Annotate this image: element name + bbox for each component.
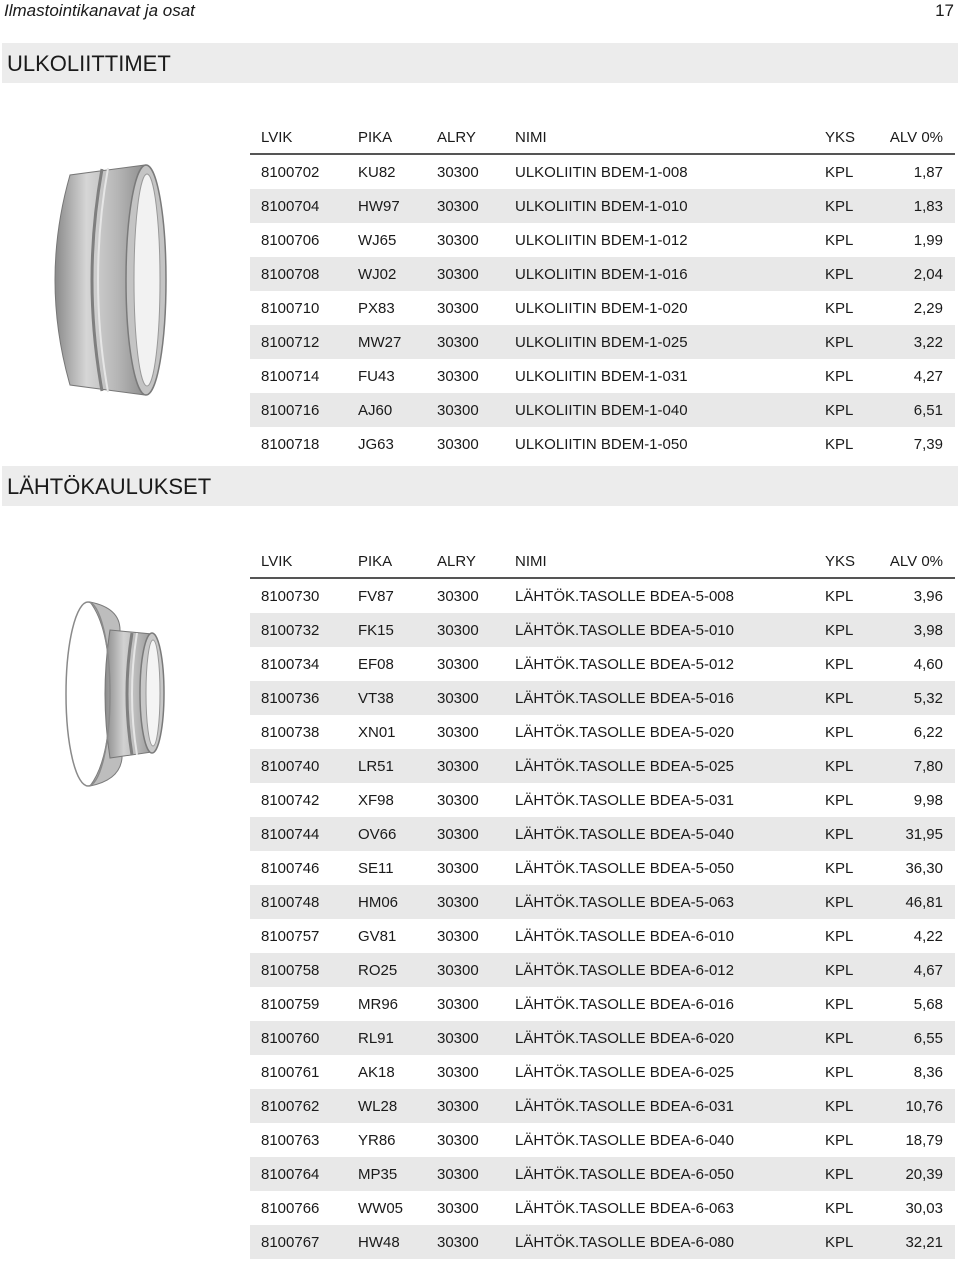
alv-price-cell: 4,27 <box>913 368 943 385</box>
nimi-cell: LÄHTÖK.TASOLLE BDEA-5-008 <box>515 588 734 605</box>
alry-cell: 30300 <box>437 1200 479 1217</box>
column-header-yks: YKS <box>825 129 856 146</box>
yks-cell: KPL <box>825 1166 854 1183</box>
alry-cell: 30300 <box>437 198 479 215</box>
lvik-cell: 8100742 <box>261 792 320 809</box>
alry-cell: 30300 <box>437 962 479 979</box>
table-body <box>250 155 955 461</box>
table-row <box>250 851 955 885</box>
coupling-image <box>40 155 170 405</box>
alv-price-cell: 3,96 <box>913 588 943 605</box>
pika-cell: WJ65 <box>358 232 397 249</box>
pika-cell: WL28 <box>358 1098 398 1115</box>
column-header-yks: YKS <box>825 553 856 570</box>
alv-price-cell: 4,60 <box>913 656 943 673</box>
table-row <box>250 1021 955 1055</box>
lvik-cell: 8100761 <box>261 1064 320 1081</box>
alv-price-cell: 36,30 <box>905 860 943 877</box>
table-row <box>250 681 955 715</box>
table-body <box>250 579 955 1259</box>
alv-price-cell: 9,98 <box>913 792 943 809</box>
nimi-cell: LÄHTÖK.TASOLLE BDEA-6-080 <box>515 1234 734 1251</box>
nimi-cell: ULKOLIITIN BDEM-1-008 <box>515 164 688 181</box>
alv-price-cell: 30,03 <box>905 1200 943 1217</box>
alry-cell: 30300 <box>437 334 479 351</box>
yks-cell: KPL <box>825 826 854 843</box>
spigot-collar-image <box>40 590 170 790</box>
lvik-cell: 8100760 <box>261 1030 320 1047</box>
nimi-cell: ULKOLIITIN BDEM-1-025 <box>515 334 688 351</box>
pika-cell: MR96 <box>358 996 399 1013</box>
pika-cell: AJ60 <box>358 402 393 419</box>
table-row <box>250 291 955 325</box>
nimi-cell: LÄHTÖK.TASOLLE BDEA-6-063 <box>515 1200 734 1217</box>
pika-cell: KU82 <box>358 164 396 181</box>
section-title-ulkoliittimet: ULKOLIITTIMET <box>2 43 958 83</box>
yks-cell: KPL <box>825 436 854 453</box>
section-title-lahtokaulukset: LÄHTÖKAULUKSET <box>2 466 958 506</box>
alry-cell: 30300 <box>437 402 479 419</box>
pika-cell: XN01 <box>358 724 396 741</box>
pika-cell: MP35 <box>358 1166 398 1183</box>
alv-price-cell: 6,55 <box>913 1030 943 1047</box>
yks-cell: KPL <box>825 402 854 419</box>
yks-cell: KPL <box>825 1234 854 1251</box>
column-header-pika: PIKA <box>358 129 393 146</box>
nimi-cell: ULKOLIITIN BDEM-1-012 <box>515 232 688 249</box>
nimi-cell: ULKOLIITIN BDEM-1-016 <box>515 266 688 283</box>
nimi-cell: ULKOLIITIN BDEM-1-040 <box>515 402 688 419</box>
lvik-cell: 8100738 <box>261 724 320 741</box>
nimi-cell: LÄHTÖK.TASOLLE BDEA-6-012 <box>515 962 734 979</box>
pika-cell: GV81 <box>358 928 397 945</box>
lvik-cell: 8100736 <box>261 690 320 707</box>
pika-cell: FK15 <box>358 622 394 639</box>
nimi-cell: LÄHTÖK.TASOLLE BDEA-6-016 <box>515 996 734 1013</box>
pika-cell: HM06 <box>358 894 399 911</box>
column-header-alry: ALRY <box>437 129 476 146</box>
yks-cell: KPL <box>825 266 854 283</box>
yks-cell: KPL <box>825 860 854 877</box>
nimi-cell: ULKOLIITIN BDEM-1-010 <box>515 198 688 215</box>
nimi-cell: LÄHTÖK.TASOLLE BDEA-6-050 <box>515 1166 734 1183</box>
yks-cell: KPL <box>825 996 854 1013</box>
pika-cell: AK18 <box>358 1064 395 1081</box>
yks-cell: KPL <box>825 690 854 707</box>
nimi-cell: LÄHTÖK.TASOLLE BDEA-6-025 <box>515 1064 734 1081</box>
nimi-cell: LÄHTÖK.TASOLLE BDEA-5-025 <box>515 758 734 775</box>
lvik-cell: 8100763 <box>261 1132 320 1149</box>
table-row <box>250 715 955 749</box>
table-row <box>250 1123 955 1157</box>
alry-cell: 30300 <box>437 690 479 707</box>
pika-cell: OV66 <box>358 826 397 843</box>
column-header-nimi: NIMI <box>515 129 547 146</box>
alry-cell: 30300 <box>437 826 479 843</box>
table-row <box>250 1157 955 1191</box>
pika-cell: RL91 <box>358 1030 394 1047</box>
table-row <box>250 223 955 257</box>
alry-cell: 30300 <box>437 1132 479 1149</box>
table-row <box>250 953 955 987</box>
alv-price-cell: 1,99 <box>913 232 943 249</box>
table-row <box>250 257 955 291</box>
table-row <box>250 987 955 1021</box>
alry-cell: 30300 <box>437 758 479 775</box>
pika-cell: WW05 <box>358 1200 403 1217</box>
alry-cell: 30300 <box>437 1166 479 1183</box>
alv-price-cell: 1,87 <box>913 164 943 181</box>
alv-price-cell: 46,81 <box>905 894 943 911</box>
alv-price-cell: 32,21 <box>905 1234 943 1251</box>
lvik-cell: 8100732 <box>261 622 320 639</box>
lvik-cell: 8100730 <box>261 588 320 605</box>
yks-cell: KPL <box>825 588 854 605</box>
document-title: Ilmastointikanavat ja osat <box>4 1 195 20</box>
pika-cell: HW97 <box>358 198 400 215</box>
alv-price-cell: 7,39 <box>913 436 943 453</box>
yks-cell: KPL <box>825 894 854 911</box>
table-row <box>250 783 955 817</box>
lvik-cell: 8100734 <box>261 656 320 673</box>
nimi-cell: LÄHTÖK.TASOLLE BDEA-5-016 <box>515 690 734 707</box>
table-row <box>250 647 955 681</box>
nimi-cell: LÄHTÖK.TASOLLE BDEA-5-050 <box>515 860 734 877</box>
alv-price-cell: 5,32 <box>913 690 943 707</box>
yks-cell: KPL <box>825 928 854 945</box>
lvik-cell: 8100704 <box>261 198 320 215</box>
pika-cell: PX83 <box>358 300 395 317</box>
alry-cell: 30300 <box>437 1030 479 1047</box>
lvik-cell: 8100762 <box>261 1098 320 1115</box>
table-header-row <box>250 547 955 579</box>
pika-cell: XF98 <box>358 792 394 809</box>
nimi-cell: LÄHTÖK.TASOLLE BDEA-6-040 <box>515 1132 734 1149</box>
yks-cell: KPL <box>825 724 854 741</box>
lvik-cell: 8100702 <box>261 164 320 181</box>
yks-cell: KPL <box>825 198 854 215</box>
alv-price-cell: 3,98 <box>913 622 943 639</box>
alv-price-cell: 4,22 <box>913 928 943 945</box>
yks-cell: KPL <box>825 792 854 809</box>
table-row <box>250 579 955 613</box>
nimi-cell: LÄHTÖK.TASOLLE BDEA-6-010 <box>515 928 734 945</box>
pika-cell: VT38 <box>358 690 394 707</box>
alry-cell: 30300 <box>437 164 479 181</box>
column-header-pika: PIKA <box>358 553 393 570</box>
pika-cell: LR51 <box>358 758 394 775</box>
yks-cell: KPL <box>825 1132 854 1149</box>
yks-cell: KPL <box>825 1200 854 1217</box>
nimi-cell: ULKOLIITIN BDEM-1-031 <box>515 368 688 385</box>
lvik-cell: 8100718 <box>261 436 320 453</box>
table-row <box>250 359 955 393</box>
alv-price-cell: 20,39 <box>905 1166 943 1183</box>
nimi-cell: LÄHTÖK.TASOLLE BDEA-5-040 <box>515 826 734 843</box>
alv-price-cell: 2,04 <box>913 266 943 283</box>
table-row <box>250 1225 955 1259</box>
yks-cell: KPL <box>825 1064 854 1081</box>
yks-cell: KPL <box>825 1030 854 1047</box>
table-row <box>250 393 955 427</box>
pika-cell: FU43 <box>358 368 395 385</box>
pika-cell: SE11 <box>358 860 394 877</box>
column-header-nimi: NIMI <box>515 553 547 570</box>
nimi-cell: LÄHTÖK.TASOLLE BDEA-5-020 <box>515 724 734 741</box>
lvik-cell: 8100766 <box>261 1200 320 1217</box>
alry-cell: 30300 <box>437 232 479 249</box>
alry-cell: 30300 <box>437 724 479 741</box>
yks-cell: KPL <box>825 300 854 317</box>
table-row <box>250 1089 955 1123</box>
lvik-cell: 8100708 <box>261 266 320 283</box>
nimi-cell: LÄHTÖK.TASOLLE BDEA-5-010 <box>515 622 734 639</box>
column-header-lvik: LVIK <box>261 553 293 570</box>
lvik-cell: 8100764 <box>261 1166 320 1183</box>
yks-cell: KPL <box>825 962 854 979</box>
yks-cell: KPL <box>825 164 854 181</box>
column-header-alry: ALRY <box>437 553 476 570</box>
alv-price-cell: 10,76 <box>905 1098 943 1115</box>
table-row <box>250 919 955 953</box>
nimi-cell: LÄHTÖK.TASOLLE BDEA-5-031 <box>515 792 734 809</box>
pika-cell: HW48 <box>358 1234 400 1251</box>
alv-price-cell: 18,79 <box>905 1132 943 1149</box>
alry-cell: 30300 <box>437 300 479 317</box>
lvik-cell: 8100706 <box>261 232 320 249</box>
lvik-cell: 8100757 <box>261 928 320 945</box>
alv-price-cell: 31,95 <box>905 826 943 843</box>
lvik-cell: 8100744 <box>261 826 320 843</box>
lahtokaulukset-table <box>250 547 955 1259</box>
table-row <box>250 817 955 851</box>
yks-cell: KPL <box>825 656 854 673</box>
alry-cell: 30300 <box>437 894 479 911</box>
table-row <box>250 325 955 359</box>
yks-cell: KPL <box>825 368 854 385</box>
pika-cell: RO25 <box>358 962 398 979</box>
table-header-row <box>250 123 955 155</box>
pika-cell: EF08 <box>358 656 394 673</box>
lvik-cell: 8100714 <box>261 368 320 385</box>
table-row <box>250 1191 955 1225</box>
alry-cell: 30300 <box>437 928 479 945</box>
alv-price-cell: 6,22 <box>913 724 943 741</box>
alv-price-cell: 8,36 <box>913 1064 943 1081</box>
alry-cell: 30300 <box>437 860 479 877</box>
alry-cell: 30300 <box>437 266 479 283</box>
nimi-cell: LÄHTÖK.TASOLLE BDEA-5-063 <box>515 894 734 911</box>
pika-cell: FV87 <box>358 588 394 605</box>
lvik-cell: 8100716 <box>261 402 320 419</box>
pika-cell: JG63 <box>358 436 394 453</box>
alv-price-cell: 5,68 <box>913 996 943 1013</box>
table-row <box>250 885 955 919</box>
yks-cell: KPL <box>825 334 854 351</box>
alv-price-cell: 3,22 <box>913 334 943 351</box>
table-row <box>250 189 955 223</box>
column-header-alv: ALV 0% <box>889 129 943 146</box>
alry-cell: 30300 <box>437 1234 479 1251</box>
table-row <box>250 427 955 461</box>
lvik-cell: 8100712 <box>261 334 320 351</box>
lvik-cell: 8100767 <box>261 1234 320 1251</box>
alry-cell: 30300 <box>437 622 479 639</box>
table-row <box>250 155 955 189</box>
page-header <box>0 0 960 24</box>
nimi-cell: LÄHTÖK.TASOLLE BDEA-5-012 <box>515 656 734 673</box>
alry-cell: 30300 <box>437 1064 479 1081</box>
nimi-cell: ULKOLIITIN BDEM-1-020 <box>515 300 688 317</box>
alry-cell: 30300 <box>437 792 479 809</box>
alv-price-cell: 1,83 <box>913 198 943 215</box>
pika-cell: WJ02 <box>358 266 397 283</box>
lvik-cell: 8100746 <box>261 860 320 877</box>
column-header-alv: ALV 0% <box>889 553 943 570</box>
alv-price-cell: 2,29 <box>913 300 943 317</box>
table-row <box>250 613 955 647</box>
column-header-lvik: LVIK <box>261 129 293 146</box>
yks-cell: KPL <box>825 758 854 775</box>
alry-cell: 30300 <box>437 1098 479 1115</box>
yks-cell: KPL <box>825 622 854 639</box>
yks-cell: KPL <box>825 1098 854 1115</box>
nimi-cell: ULKOLIITIN BDEM-1-050 <box>515 436 688 453</box>
lvik-cell: 8100748 <box>261 894 320 911</box>
alry-cell: 30300 <box>437 996 479 1013</box>
lvik-cell: 8100710 <box>261 300 320 317</box>
lvik-cell: 8100758 <box>261 962 320 979</box>
ulkoliittimet-table <box>250 123 955 461</box>
lvik-cell: 8100759 <box>261 996 320 1013</box>
alry-cell: 30300 <box>437 656 479 673</box>
alv-price-cell: 7,80 <box>913 758 943 775</box>
nimi-cell: LÄHTÖK.TASOLLE BDEA-6-031 <box>515 1098 734 1115</box>
alv-price-cell: 6,51 <box>913 402 943 419</box>
alry-cell: 30300 <box>437 368 479 385</box>
yks-cell: KPL <box>825 232 854 249</box>
alv-price-cell: 4,67 <box>913 962 943 979</box>
alry-cell: 30300 <box>437 436 479 453</box>
nimi-cell: LÄHTÖK.TASOLLE BDEA-6-020 <box>515 1030 734 1047</box>
page-number: 17 <box>935 1 954 20</box>
pika-cell: MW27 <box>358 334 402 351</box>
alry-cell: 30300 <box>437 588 479 605</box>
table-row <box>250 1055 955 1089</box>
table-row <box>250 749 955 783</box>
lvik-cell: 8100740 <box>261 758 320 775</box>
pika-cell: YR86 <box>358 1132 396 1149</box>
